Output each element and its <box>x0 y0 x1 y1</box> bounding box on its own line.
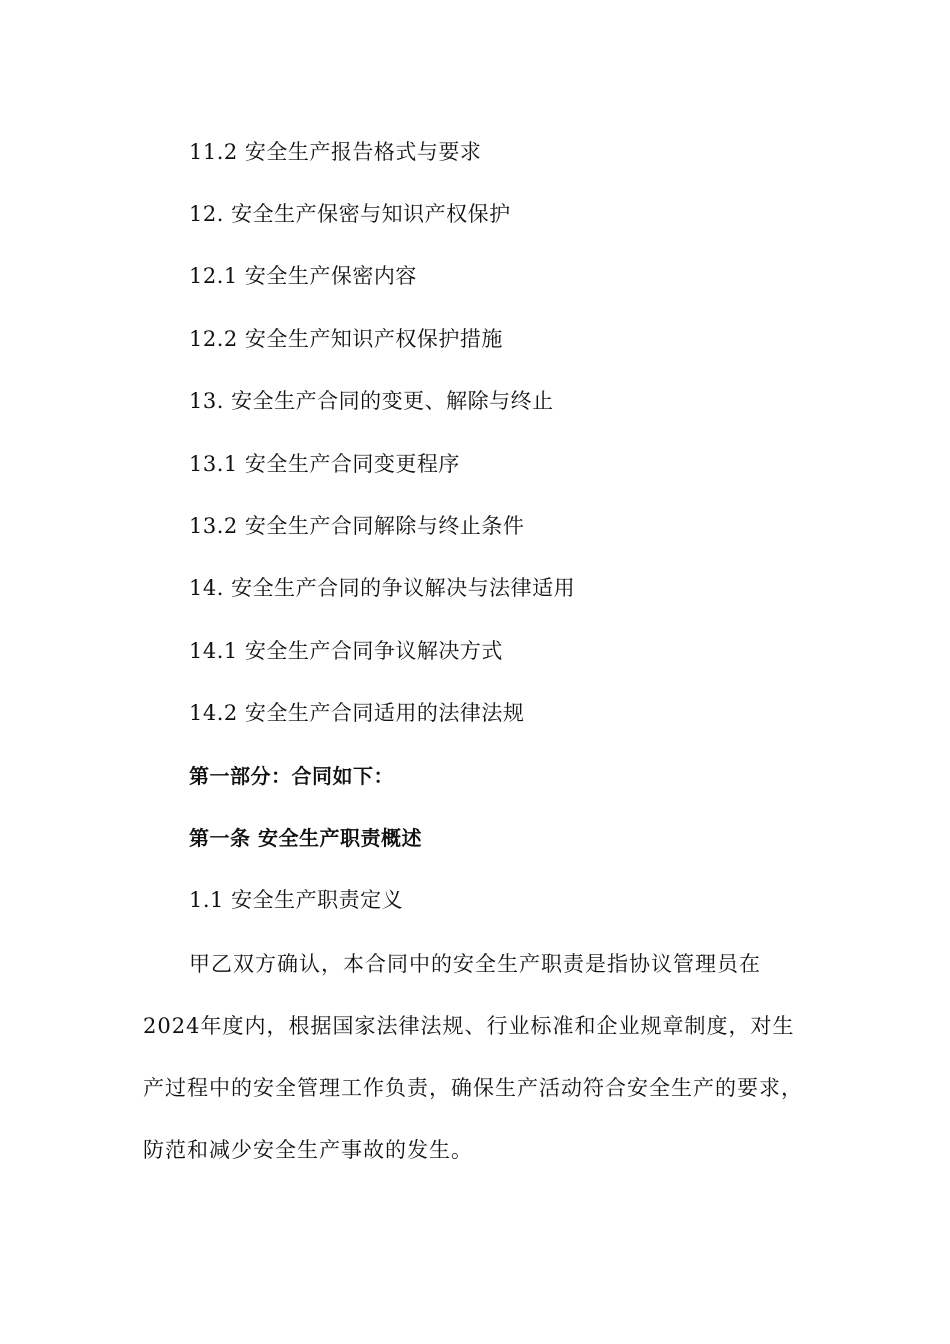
toc-item: 12.2 安全生产知识产权保护措施 <box>189 327 503 351</box>
toc-item: 14.2 安全生产合同适用的法律法规 <box>189 701 525 725</box>
toc-item: 13.2 安全生产合同解除与终止条件 <box>189 514 525 538</box>
part-heading: 第一部分：合同如下： <box>189 764 394 788</box>
toc-item: 14. 安全生产合同的争议解决与法律适用 <box>189 576 576 600</box>
paragraph-line: 防范和减少安全生产事故的发生。 <box>143 1138 473 1162</box>
body-paragraph <box>143 933 833 1181</box>
toc-item: 12. 安全生产保密与知识产权保护 <box>189 202 511 226</box>
paragraph-line: 2024年度内，根据国家法律法规、行业标准和企业规章制度，对生 <box>143 1014 795 1038</box>
toc-item: 13.1 安全生产合同变更程序 <box>189 452 460 476</box>
article-heading: 第一条 安全生产职责概述 <box>189 826 422 850</box>
paragraph-line: 产过程中的安全管理工作负责，确保生产活动符合安全生产的要求， <box>143 1076 803 1100</box>
toc-item: 12.1 安全生产保密内容 <box>189 264 417 288</box>
toc-item: 14.1 安全生产合同争议解决方式 <box>189 639 503 663</box>
toc-item: 13. 安全生产合同的变更、解除与终止 <box>189 389 554 413</box>
paragraph-line: 甲乙双方确认，本合同中的安全生产职责是指协议管理员在 <box>189 952 761 976</box>
toc-item: 11.2 安全生产报告格式与要求 <box>189 140 482 164</box>
section-heading: 1.1 安全生产职责定义 <box>189 888 404 912</box>
